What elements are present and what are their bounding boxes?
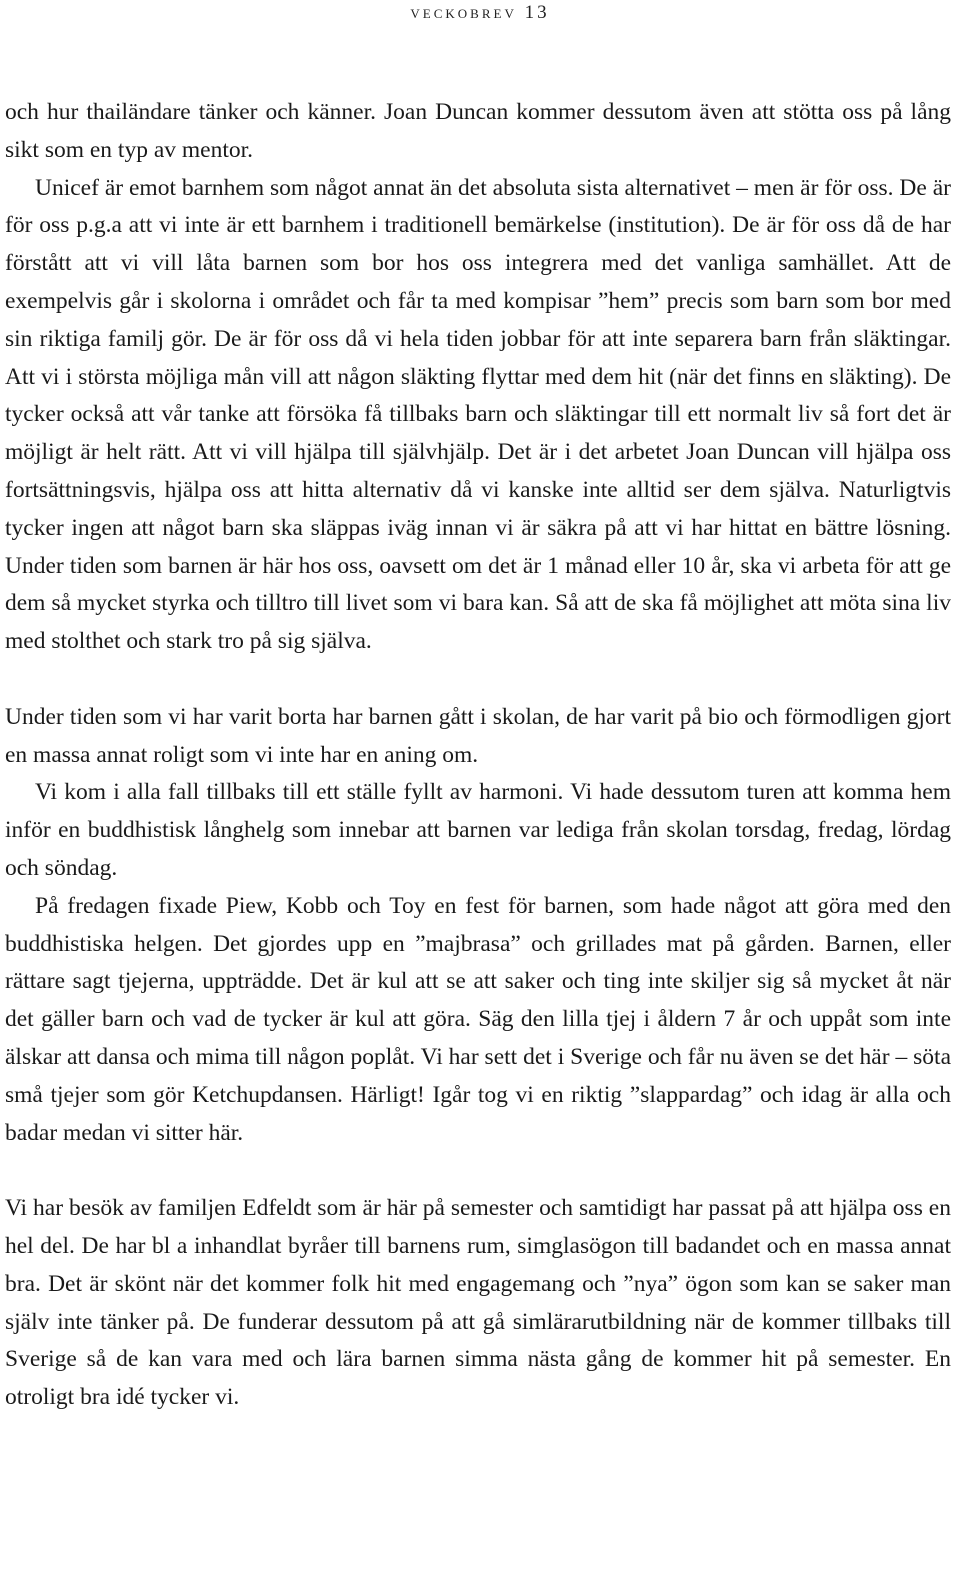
paragraph: och hur thailändare tänker och känner. Joan Duncan kommer dessutom även att stötta oss på lång sikt som en typ av mentor.: [5, 99, 951, 163]
paragraph: Under tiden som vi har varit borta har barnen gått i skolan, de har varit på bio och förmodligen gjort en massa annat roligt som vi inte har en aning om.: [5, 703, 951, 768]
running-head: veckobrev 13: [410, 2, 550, 23]
paragraph: På fredagen fixade Piew, Kobb och Toy en fest för barnen, som hade något att göra med den buddhistiska helgen. Det gjordes upp en ”majbrasa” och grillades mat på gården. Barnen, eller rättare sagt tjejerna, uppträdde. Det är kul att se att saker och ting inte skiljer sig så mycket åt när det gäller barn och vad de tycker är kul att göra. Säg den lilla tjej i åldern 7 år och uppåt som inte älskar att dansa och mima till någon poplåt. Vi har sett det i Sverige och får nu även se det här – söta små tjejer som gör Ketchupdansen. Härligt! Igår tog vi en riktig ”slappardag” och idag är alla och badar medan vi sitter här.: [5, 892, 951, 1146]
body-text: [5, 94, 951, 1417]
paragraph: Vi har besök av familjen Edfeldt som är här på semester och samtidigt har passat på att hjälpa oss en hel del. De har bl a inhandlat byråer till barnens rum, simglasögon till badandet och en massa annat bra. Det är skönt när det kommer folk hit med engagemang och ”nya” ögon som kan se saker man själv inte tänker på. De funderar dessutom på att gå simlärarutbildning när de kommer tillbaks till Sverige så de kan vara med och lära barnen simma nästa gång de kommer hit på semester. En otroligt bra idé tycker vi.: [5, 1195, 951, 1411]
paragraph: Vi kom i alla fall tillbaks till ett ställe fyllt av harmoni. Vi hade dessutom turen att komma hem inför en buddhistisk långhelg som innebar att barnen var lediga från skolan torsdag, fredag, lördag och söndag.: [5, 779, 951, 881]
paragraph: Unicef är emot barnhem som något annat än det absoluta sista alternativet – men är för oss. De är för oss p.g.a att vi inte är ett barnhem i traditionell bemärkelse (institution). De är för oss då de har förstått att vi vill låta barnen som bor hos oss integrera med det vanliga samhället. Att de exempelvis går i skolorna i området och får ta med kompisar ”hem” precis som barn som bor med sin riktiga familj gör. De är för oss då vi hela tiden jobbar för att inte separera barn från släktingar. Att vi i största möjliga mån vill att någon släkting flyttar med dem hit (när det finns en släkting). De tycker också att vår tanke att försöka få tillbaks barn och släktingar till ett normalt liv så fort det är möjligt är helt rätt. Att vi vill hjälpa till självhjälp. Det är i det arbetet Joan Duncan vill hjälpa oss fortsättningsvis, hjälpa oss att hitta alternativ då vi kanske inte alltid ser dem själva. Naturligtvis tycker ingen att något barn ska släppas iväg innan vi är säkra på att vi har hittat en bättre lösning. Under tiden som barnen är här hos oss, oavsett om det är 1 månad eller 10 år, ska vi arbeta för att ge dem så mycket styrka och tilltro till livet som vi bara kan. Så att de ska få möjlighet att möta sina liv med stolthet och stark tro på sig själva.: [5, 174, 951, 655]
